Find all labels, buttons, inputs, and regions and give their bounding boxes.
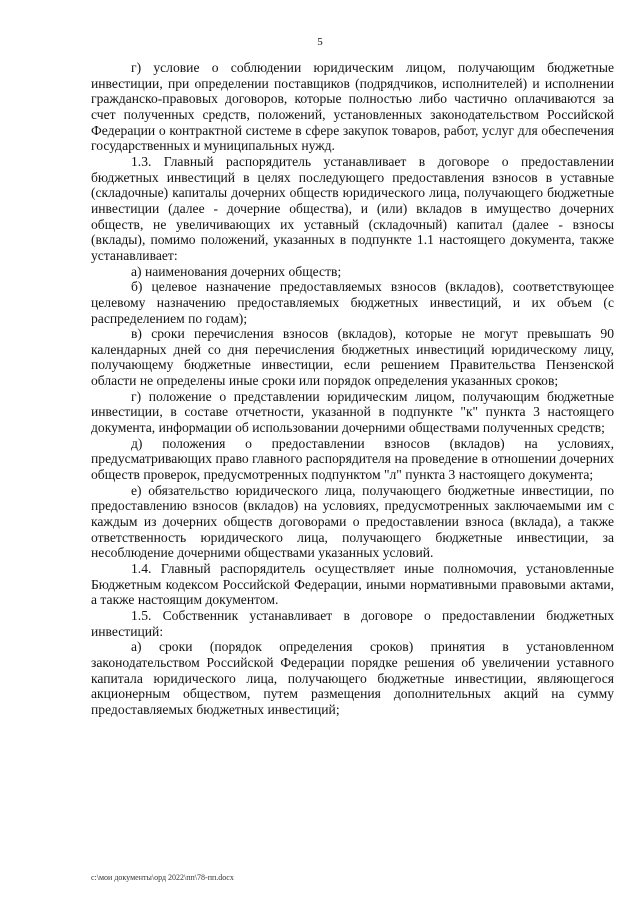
paragraph-1-2-g: г) условие о соблюдении юридическим лицом, получающим бюджетные инвестиции, при определении поставщиков (подрядчиков, исполнителей) и исполнении гражданско-правовых договоров, которые полностью либо частично оплачиваются за счет полученных средств, положений, установленных законодательством Российской Федерации о контрактной системе в сфере закупок товаров, работ, услуг для обеспечения государственных и муниципальных нужд. xyxy=(91,60,614,154)
paragraph-1-3-v: в) сроки перечисления взносов (вкладов), которые не могут превышать 90 календарных дней со дня перечисления бюджетных инвестиций юридическому лицу, получающему бюджетные инвестиции, если решением Правительства Пензенской области не определены иные сроки или порядок определения указанных сроков; xyxy=(91,326,614,389)
page-number: 5 xyxy=(317,36,323,48)
paragraph-1-3-g: г) положение о представлении юридическим лицом, получающим бюджетные инвестиции, в составе отчетности, указанной в подпункте "к" пункта 3 настоящего документа, информации об использовании дочерними обществами полученных средств; xyxy=(91,388,614,436)
paragraph-1-3-d: д) положения о предоставлении взносов (вкладов) на условиях, предусматривающих право главного распорядителя на проведение в отношении дочерних обществ проверок, предусмотренных подпунктом "л" пункта 3 настоящего документа; xyxy=(91,435,614,483)
paragraph-1-5-a: а) сроки (порядок определения сроков) принятия в установленном законодательством Российской Федерации порядке решения об увеличении уставного капитала юридического лица, получающего бюджетные инвестиции, являющегося акционерным обществом, путем размещения дополнительных акций на сумму предоставляемых бюджетных инвестиций; xyxy=(91,639,614,717)
paragraph-1-4: 1.4. Главный распорядитель осуществляет иные полномочия, установленные Бюджетным кодексом Российской Федерации, иными нормативными правовыми актами, а также настоящим документом. xyxy=(91,561,614,608)
file-path-footer: c:\мои документы\орд 2022\пп\78-пп.docx xyxy=(91,873,234,882)
paragraph-1-3-b: б) целевое назначение предоставляемых взносов (вкладов), соответствующее целевому назначению предоставляемых бюджетных инвестиций, и их объем (с распределением по годам); xyxy=(91,279,614,326)
paragraph-1-3-a: а) наименования дочерних обществ; xyxy=(131,263,342,279)
paragraph-1-3-e: е) обязательство юридического лица, получающего бюджетные инвестиции, по предоставлению взносов (вкладов) на условиях, предусмотренных заключаемыми им с каждым из дочерних обществ договорами о предоставлении взноса (вклада), а также ответственность юридического лица, получающего бюджетные инвестиции, за несоблюдение дочерними обществами указанных условий. xyxy=(91,482,614,561)
paragraph-1-3: 1.3. Главный распорядитель устанавливает в договоре о предоставлении бюджетных инвестиций в целях последующего предоставления взносов в уставные (складочные) капиталы дочерних обществ юридического лица, получающего бюджетные инвестиции (далее - дочерние общества), и (или) вкладов в имущество дочерних обществ, не увеличивающих их уставный (складочный) капитал (далее - взносы (вклады), помимо положений, указанных в подпункте 1.1 настоящего документа, также устанавливает: xyxy=(91,153,614,263)
paragraph-1-5: 1.5. Собственник устанавливает в договоре о предоставлении бюджетных инвестиций: xyxy=(91,607,614,639)
document-body xyxy=(91,60,614,718)
